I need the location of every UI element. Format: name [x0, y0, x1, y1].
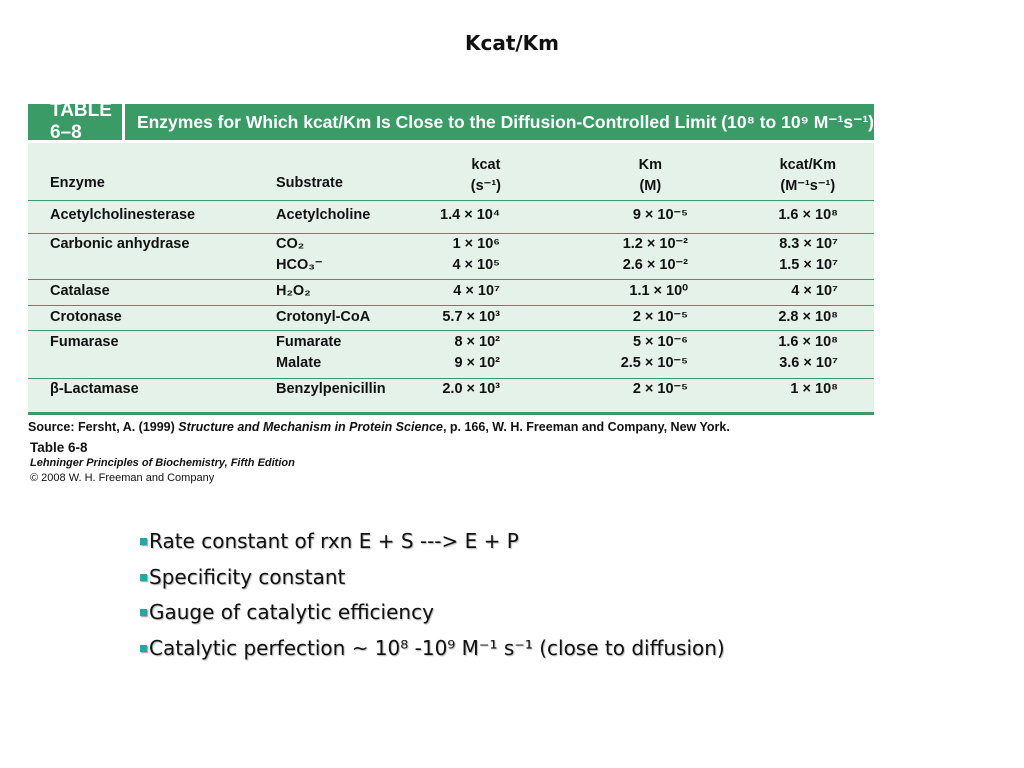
cell-substrate-2: HCO₃⁻ — [276, 257, 323, 273]
cell-substrate — [276, 234, 323, 276]
slide-title: Kcat/Km — [464, 31, 560, 55]
bullet-text: Catalytic perfection ~ 10⁸ -10⁹ M⁻¹ s⁻¹ (close to diffusion) — [149, 635, 725, 660]
cell-ratio: 1.6 × 10⁸ — [778, 207, 838, 223]
bullet-text: Gauge of catalytic efficiency — [149, 600, 434, 624]
cell-kcat: 4 × 10⁷ — [453, 283, 500, 299]
header-kcat-unit: (s⁻¹) — [470, 178, 501, 194]
header-ratio — [780, 155, 836, 197]
cell-ratio — [778, 332, 838, 374]
header-kcat-label: kcat — [471, 157, 501, 173]
square-bullet-icon — [140, 574, 147, 581]
square-bullet-icon — [140, 645, 147, 652]
table-row — [28, 279, 874, 305]
cell-substrate: H₂O₂ — [276, 283, 311, 299]
table-row — [28, 330, 874, 378]
cell-ratio-1: 8.3 × 10⁷ — [779, 236, 838, 252]
header-ratio-unit: (M⁻¹s⁻¹) — [780, 178, 836, 194]
table-source — [28, 420, 730, 434]
cell-enzyme-text: Fumarase — [50, 334, 119, 350]
cell-km: 2 × 10⁻⁵ — [632, 381, 688, 397]
bullet-item — [140, 527, 725, 563]
bullet-text: Rate constant of rxn E + S ---> E + P — [149, 529, 519, 553]
cell-substrate-2: Malate — [276, 355, 322, 371]
source-prefix: Source: Fersht, A. (1999) — [28, 420, 179, 434]
cell-substrate: Acetylcholine — [276, 207, 371, 223]
cell-enzyme: Acetylcholinesterase — [50, 207, 196, 223]
cell-ratio-2: 1.5 × 10⁷ — [779, 257, 838, 273]
cell-kcat-1: 8 × 10² — [454, 334, 500, 350]
table-row — [28, 233, 874, 279]
cell-km: 2 × 10⁻⁵ — [632, 309, 688, 325]
header-km-label: Km — [638, 157, 662, 173]
cell-kcat — [454, 332, 500, 374]
table-caption: Enzymes for Which kcat/Km Is Close to the Diffusion-Controlled Limit (10⁸ to 10⁹ M⁻¹s⁻¹) — [136, 111, 874, 132]
cell-substrate: Benzylpenicillin — [276, 381, 386, 397]
square-bullet-icon — [140, 538, 147, 545]
copyright: © 2008 W. H. Freeman and Company — [30, 472, 215, 484]
cell-enzyme: Catalase — [50, 283, 110, 299]
cell-kcat-1: 1 × 10⁶ — [452, 236, 500, 252]
cell-km-1: 1.2 × 10⁻² — [622, 236, 688, 252]
cell-km-2: 2.5 × 10⁻⁵ — [620, 355, 688, 371]
cell-kcat-2: 9 × 10² — [454, 355, 500, 371]
bullet-item — [140, 598, 725, 634]
cell-enzyme — [50, 332, 119, 353]
cell-substrate-1: Fumarate — [276, 334, 342, 350]
table-header-bar — [28, 100, 874, 143]
header-kcat — [471, 155, 501, 197]
cell-ratio-1: 1.6 × 10⁸ — [778, 334, 838, 350]
cell-kcat-2: 4 × 10⁵ — [452, 257, 500, 273]
table-number: TABLE 6–8 — [28, 104, 125, 140]
column-headers — [28, 143, 874, 200]
cell-ratio: 1 × 10⁸ — [790, 381, 838, 397]
cell-ratio-2: 3.6 × 10⁷ — [779, 355, 838, 371]
bullet-item — [140, 634, 725, 670]
cell-kcat — [452, 234, 500, 276]
table-body — [28, 143, 874, 415]
cell-kcat: 2.0 × 10³ — [442, 381, 500, 397]
source-suffix: , p. 166, W. H. Freeman and Company, New York. — [442, 420, 730, 434]
header-enzyme: Enzyme — [50, 175, 105, 191]
cell-km: 1.1 × 10⁰ — [629, 283, 688, 299]
header-substrate: Substrate — [276, 175, 343, 191]
header-ratio-label: kcat/Km — [779, 157, 836, 173]
table-row — [28, 200, 874, 233]
cell-enzyme: β-Lactamase — [50, 381, 139, 397]
cell-substrate-1: CO₂ — [276, 236, 305, 252]
cell-kcat: 1.4 × 10⁴ — [440, 207, 500, 223]
enzyme-table — [28, 100, 874, 415]
cell-substrate — [276, 332, 341, 374]
cell-km — [623, 234, 688, 276]
table-row — [28, 305, 874, 330]
cell-substrate: Crotonyl-CoA — [276, 309, 371, 325]
cell-ratio: 4 × 10⁷ — [791, 283, 838, 299]
cell-kcat: 5.7 × 10³ — [442, 309, 500, 325]
book-title: Lehninger Principles of Biochemistry, Fifth Edition — [30, 457, 295, 469]
bullet-text: Specificity constant — [149, 564, 346, 589]
bullet-list — [140, 527, 725, 669]
header-km-unit: (M) — [639, 178, 662, 194]
cell-km-2: 2.6 × 10⁻² — [622, 257, 688, 273]
cell-km — [621, 332, 688, 374]
bullet-item — [140, 563, 725, 599]
cell-ratio — [779, 234, 838, 276]
cell-km: 9 × 10⁻⁵ — [632, 207, 688, 223]
table-row — [28, 378, 874, 412]
cell-km-1: 5 × 10⁻⁶ — [632, 334, 688, 350]
cell-enzyme-text: Carbonic anhydrase — [50, 236, 190, 252]
table-figure-label: Table 6-8 — [30, 440, 88, 455]
cell-enzyme: Crotonase — [50, 309, 122, 325]
cell-ratio: 2.8 × 10⁸ — [778, 309, 838, 325]
header-km — [639, 155, 662, 197]
cell-enzyme — [50, 234, 189, 255]
square-bullet-icon — [140, 609, 147, 616]
source-title: Structure and Mechanism in Protein Science — [178, 420, 443, 434]
